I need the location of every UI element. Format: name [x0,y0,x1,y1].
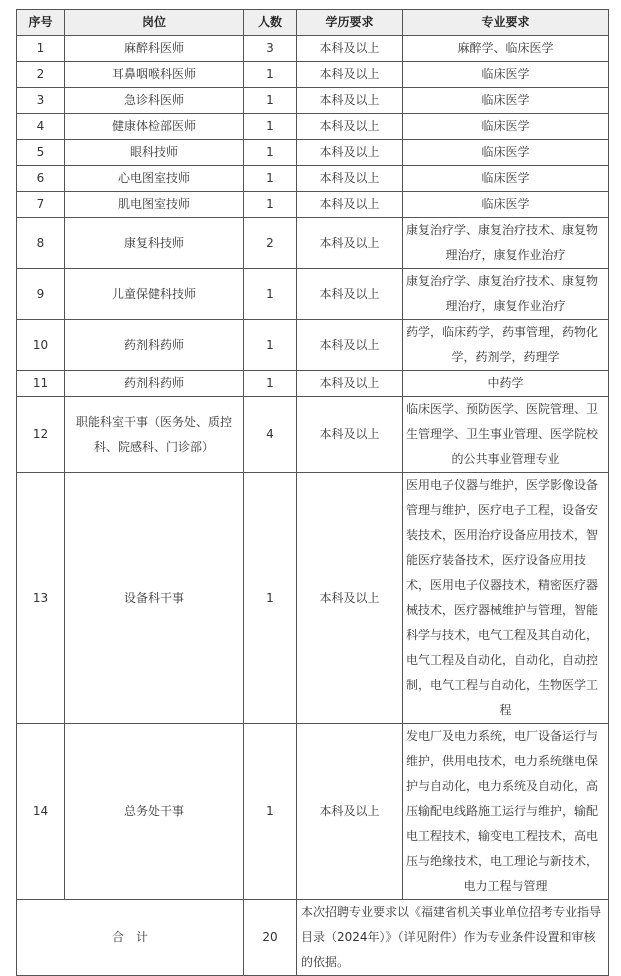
cell-no: 8 [17,218,65,269]
cell-no: 1 [17,36,65,62]
table-row [17,724,609,900]
cell-education: 本科及以上 [297,140,403,166]
cell-major: 医用电子仪器与维护，医学影像设备管理与维护，医疗电子工程，设备安装技术，医用治疗设备应用技术，智能医疗装备技术，医疗设备应用技术，医用电子仪器技术，精密医疗器械技术，医疗器械维护与管理，智能科学与技术，电气工程及其自动化，电气工程及自动化，自动化，自动控制，电气工程与自动化，生物医学工程 [403,473,609,724]
cell-education: 本科及以上 [297,371,403,397]
table-row [17,62,609,88]
table-row [17,320,609,371]
cell-count: 4 [244,397,297,473]
cell-count: 1 [244,724,297,900]
table-row [17,192,609,218]
cell-position: 康复科技师 [65,218,244,269]
total-label: 合 计 [17,900,244,976]
cell-major: 临床医学 [403,114,609,140]
cell-position: 药剂科药师 [65,371,244,397]
cell-no: 9 [17,269,65,320]
cell-major: 临床医学、预防医学、医院管理、卫生管理学、卫生事业管理、医学院校的公共事业管理专业 [403,397,609,473]
cell-count: 1 [244,166,297,192]
cell-count: 1 [244,192,297,218]
cell-major: 药学，临床药学，药事管理，药物化学，药剂学，药理学 [403,320,609,371]
cell-education: 本科及以上 [297,166,403,192]
cell-position: 设备科干事 [65,473,244,724]
cell-education: 本科及以上 [297,473,403,724]
header-no: 序号 [17,10,65,36]
cell-position: 总务处干事 [65,724,244,900]
cell-no: 10 [17,320,65,371]
total-row [17,900,609,976]
cell-no: 5 [17,140,65,166]
cell-major: 临床医学 [403,62,609,88]
cell-position: 麻醉科医师 [65,36,244,62]
table-row [17,36,609,62]
cell-position: 健康体检部医师 [65,114,244,140]
cell-count: 1 [244,269,297,320]
table-row [17,473,609,724]
cell-position: 耳鼻咽喉科医师 [65,62,244,88]
cell-education: 本科及以上 [297,36,403,62]
cell-no: 14 [17,724,65,900]
cell-major: 中药学 [403,371,609,397]
cell-position: 眼科技师 [65,140,244,166]
cell-major: 康复治疗学、康复治疗技术、康复物理治疗，康复作业治疗 [403,218,609,269]
cell-no: 6 [17,166,65,192]
cell-position: 职能科室干事（医务处、质控科、院感科、门诊部） [65,397,244,473]
cell-position: 药剂科药师 [65,320,244,371]
cell-position: 心电图室技师 [65,166,244,192]
cell-position: 肌电图室技师 [65,192,244,218]
cell-education: 本科及以上 [297,320,403,371]
cell-education: 本科及以上 [297,218,403,269]
cell-count: 1 [244,88,297,114]
cell-no: 7 [17,192,65,218]
recruitment-table [16,9,609,976]
total-note: 本次招聘专业要求以《福建省机关事业单位招考专业指导目录（2024年）》（详见附件）作为专业条件设置和审核的依据。 [297,900,609,976]
table-row [17,371,609,397]
total-count: 20 [244,900,297,976]
cell-major: 临床医学 [403,88,609,114]
cell-no: 13 [17,473,65,724]
cell-education: 本科及以上 [297,192,403,218]
cell-education: 本科及以上 [297,114,403,140]
cell-major: 康复治疗学、康复治疗技术、康复物理治疗，康复作业治疗 [403,269,609,320]
cell-count: 3 [244,36,297,62]
header-position: 岗位 [65,10,244,36]
cell-major: 临床医学 [403,140,609,166]
table-row [17,140,609,166]
cell-count: 1 [244,140,297,166]
header-major: 专业要求 [403,10,609,36]
cell-count: 2 [244,218,297,269]
cell-education: 本科及以上 [297,62,403,88]
cell-count: 1 [244,320,297,371]
cell-position: 儿童保健科技师 [65,269,244,320]
cell-count: 1 [244,473,297,724]
cell-count: 1 [244,62,297,88]
table-row [17,114,609,140]
cell-major: 发电厂及电力系统，电厂设备运行与维护，供用电技术，电力系统继电保护与自动化，电力系统及自动化，高压输配电线路施工运行与维护，输配电工程技术，输变电工程技术，高电压与绝缘技术，电工理论与新技术，电力工程与管理 [403,724,609,900]
cell-no: 2 [17,62,65,88]
cell-count: 1 [244,371,297,397]
table-row [17,269,609,320]
table-row [17,166,609,192]
table-row [17,397,609,473]
cell-education: 本科及以上 [297,88,403,114]
table-row [17,218,609,269]
cell-no: 12 [17,397,65,473]
cell-no: 11 [17,371,65,397]
cell-count: 1 [244,114,297,140]
cell-no: 4 [17,114,65,140]
cell-major: 临床医学 [403,192,609,218]
cell-major: 临床医学 [403,166,609,192]
cell-education: 本科及以上 [297,397,403,473]
cell-education: 本科及以上 [297,724,403,900]
table-row [17,88,609,114]
cell-position: 急诊科医师 [65,88,244,114]
table-header-row [17,10,609,36]
cell-no: 3 [17,88,65,114]
cell-major: 麻醉学、临床医学 [403,36,609,62]
header-count: 人数 [244,10,297,36]
cell-education: 本科及以上 [297,269,403,320]
header-education: 学历要求 [297,10,403,36]
